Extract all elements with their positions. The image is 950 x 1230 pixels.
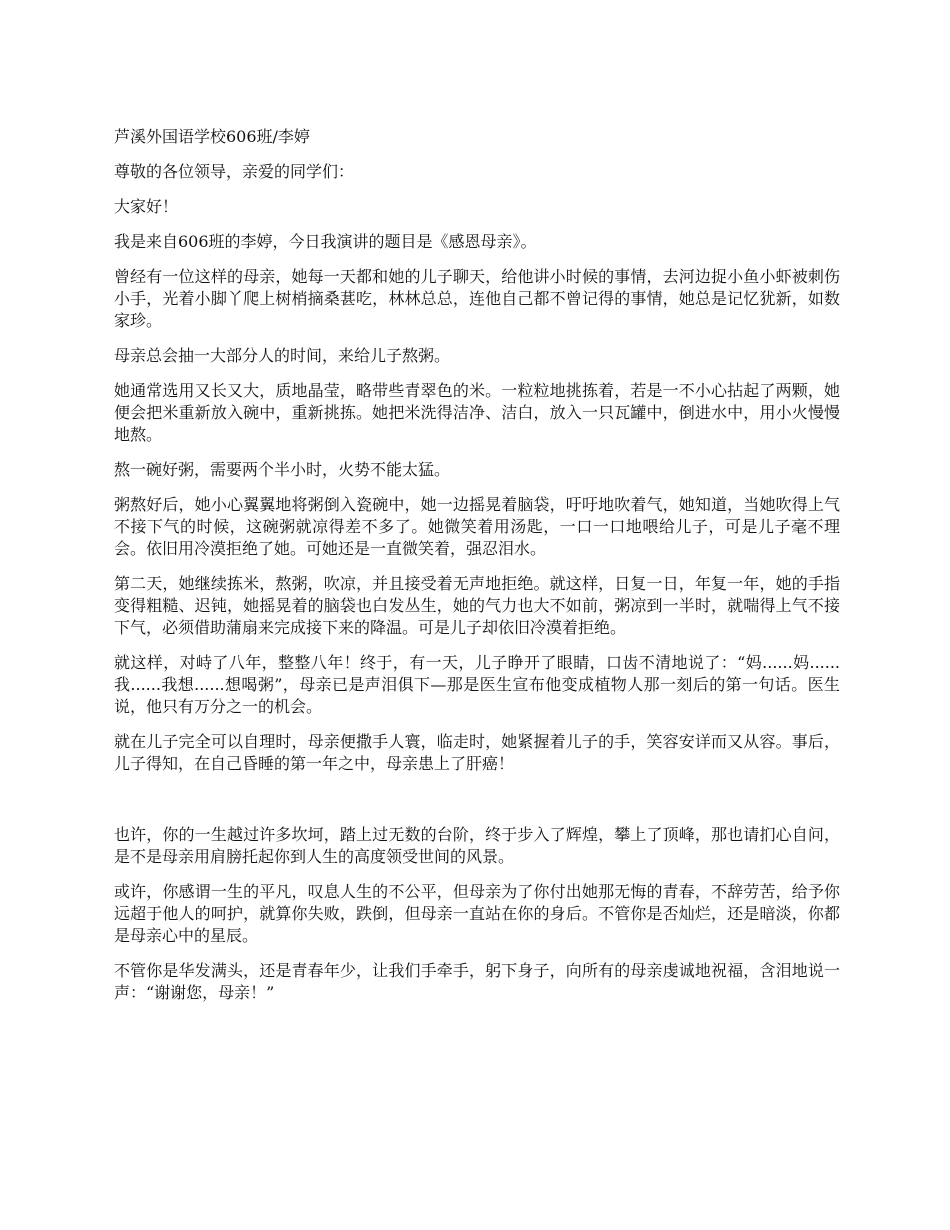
story-paragraph: 母亲总会抽一大部分人的时间，来给儿子熬粥。	[114, 346, 451, 365]
story-paragraph: 粥熬好后，她小心翼翼地将粥倒入瓷碗中，她一边摇晃着脑袋，吁吁地吹着气，她知道，当她吹得上气不接下气的时候，这碗粥就凉得差不多了。她微笑着用汤匙，一口一口地喂给儿子，可是儿子毫不理会。依旧用冷漠拒绝了她。可她还是一直微笑着，强忍泪水。	[114, 495, 840, 558]
story-paragraph: 就这样，对峙了八年，整整八年！终于，有一天，儿子睁开了眼睛，口齿不清地说了：“妈......妈......我......我想......想喝粥”，母亲已是声泪俱下—那是医生宣布他变成植物人那一刻后的第一句话。医生说，他只有万分之一的机会。	[114, 653, 840, 716]
document-page	[114, 126, 840, 1017]
story-paragraph: 就在儿子完全可以自理时，母亲便撒手人寰，临走时，她紧握着儿子的手，笑容安详而又从容。事后，儿子得知，在自己昏睡的第一年之中，母亲患上了肝癌！	[114, 732, 840, 773]
story-paragraph: 她通常选用又长又大，质地晶莹，略带些青翠色的米。一粒粒地挑拣着，若是一不小心拈起了两颗，她便会把米重新放入碗中，重新挑拣。她把米洗得洁净、洁白，放入一只瓦罐中，倒进水中，用小火慢慢地熬。	[114, 381, 840, 444]
section-gap	[114, 788, 840, 824]
story-paragraph: 熬一碗好粥，需要两个半小时，火势不能太猛。	[114, 460, 451, 479]
closing-paragraph: 也许，你的一生越过许多坎坷，踏上过无数的台阶，终于步入了辉煌，攀上了顶峰，那也请扪心自问，是不是母亲用肩膀托起你到人生的高度领受世间的风景。	[114, 825, 840, 866]
closing-paragraph: 或许，你感谓一生的平凡，叹息人生的不公平，但母亲为了你付出她那无悔的青春，不辞劳苦，给予你远超于他人的呵护，就算你失败，跌倒，但母亲一直站在你的身后。不管你是否灿烂，还是暗淡，你都是母亲心中的星辰。	[114, 882, 840, 945]
story-paragraph: 第二天，她继续拣米，熬粥，吹凉，并且接受着无声地拒绝。就这样，日复一日，年复一年，她的手指变得粗糙、迟钝，她摇晃着的脑袋也白发丛生，她的气力也大不如前，粥凉到一半时，就喘得上气不接下气，必须借助蒲扇来完成接下来的降温。可是儿子却依旧冷漠着拒绝。	[114, 574, 840, 637]
greeting: 尊敬的各位领导，亲爱的同学们：	[114, 162, 355, 181]
document-header: 芦溪外国语学校606班/李婷	[114, 127, 310, 146]
story-paragraph: 曾经有一位这样的母亲，她每一天都和她的儿子聊天，给他讲小时候的事情，去河边捉小鱼小虾被刺伤小手，光着小脚丫爬上树梢摘桑葚吃，林林总总，连他自己都不曾记得的事情，她总是记忆犹新，如数家珍。	[114, 267, 840, 330]
closing-paragraph: 不管你是华发满头，还是青春年少，让我们手牵手，躬下身子，向所有的母亲虔诚地祝福，含泪地说一声：“谢谢您，母亲！”	[114, 961, 840, 1002]
hello-line: 大家好！	[114, 197, 179, 216]
speech-intro: 我是来自606班的李婷，今日我演讲的题目是《感恩母亲》。	[114, 232, 537, 251]
